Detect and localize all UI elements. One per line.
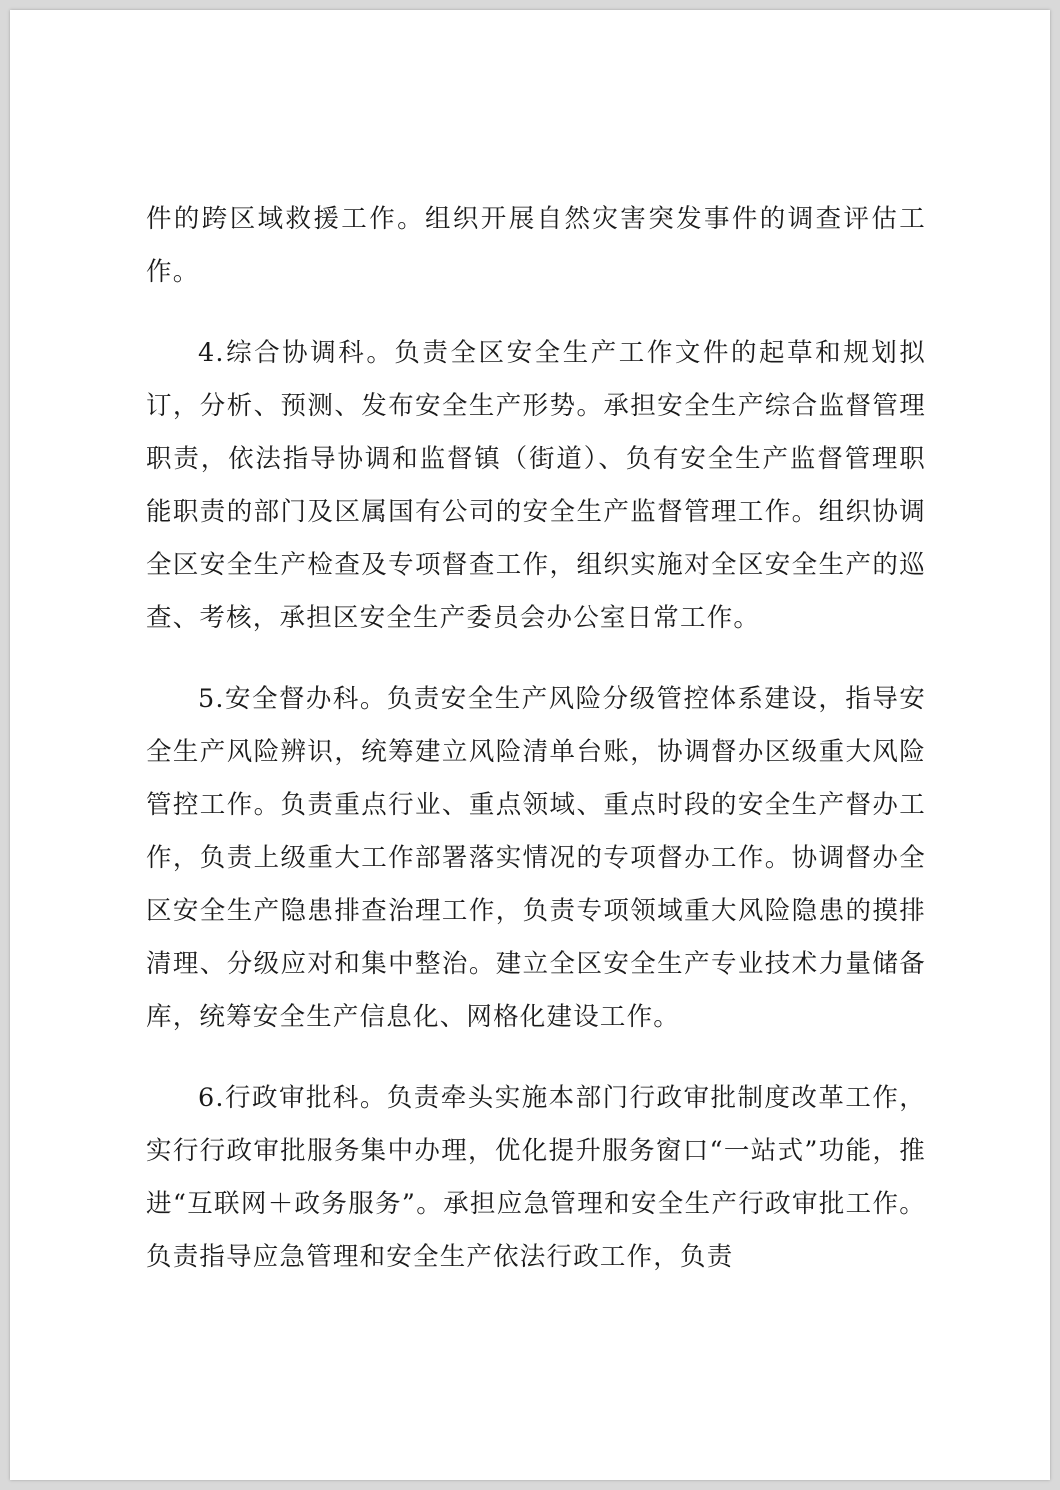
paragraph-safety-supervision: 5.安全督办科。负责安全生产风险分级管控体系建设，指导安全生产风险辨识，统筹建立风险清单台账，协调督办区级重大风险管控工作。负责重点行业、重点领域、重点时段的安全生产督办工作，负责上级重大工作部署落实情况的专项督办工作。协调督办全区安全生产隐患排查治理工作，负责专项领域重大风险隐患的摸排清理、分级应对和集中整治。建立全区安全生产专业技术力量储备库，统筹安全生产信息化、网格化建设工作。 <box>146 684 926 1032</box>
paragraph-administrative-approval: 6.行政审批科。负责牵头实施本部门行政审批制度改革工作，实行行政审批服务集中办理，优化提升服务窗口“一站式”功能，推进“互联网＋政务服务”。承担应急管理和安全生产行政审批工作。负责指导应急管理和安全生产依法行政工作，负责 <box>146 1083 926 1272</box>
document-body <box>146 193 926 1284</box>
paragraph-comprehensive-coordination: 4.综合协调科。负责全区安全生产工作文件的起草和规划拟订，分析、预测、发布安全生产形势。承担安全生产综合监督管理职责，依法指导协调和监督镇（街道）、负有安全生产监督管理职能职责的部门及区属国有公司的安全生产监督管理工作。组织协调全区安全生产检查及专项督查工作，组织实施对全区安全生产的巡查、考核，承担区安全生产委员会办公室日常工作。 <box>146 338 926 633</box>
document-page <box>10 10 1050 1480</box>
paragraph-continuation: 件的跨区域救援工作。组织开展自然灾害突发事件的调查评估工作。 <box>146 204 926 287</box>
paragraph-gap <box>146 645 926 673</box>
paragraph-gap <box>146 1044 926 1072</box>
paragraph-gap <box>146 299 926 327</box>
